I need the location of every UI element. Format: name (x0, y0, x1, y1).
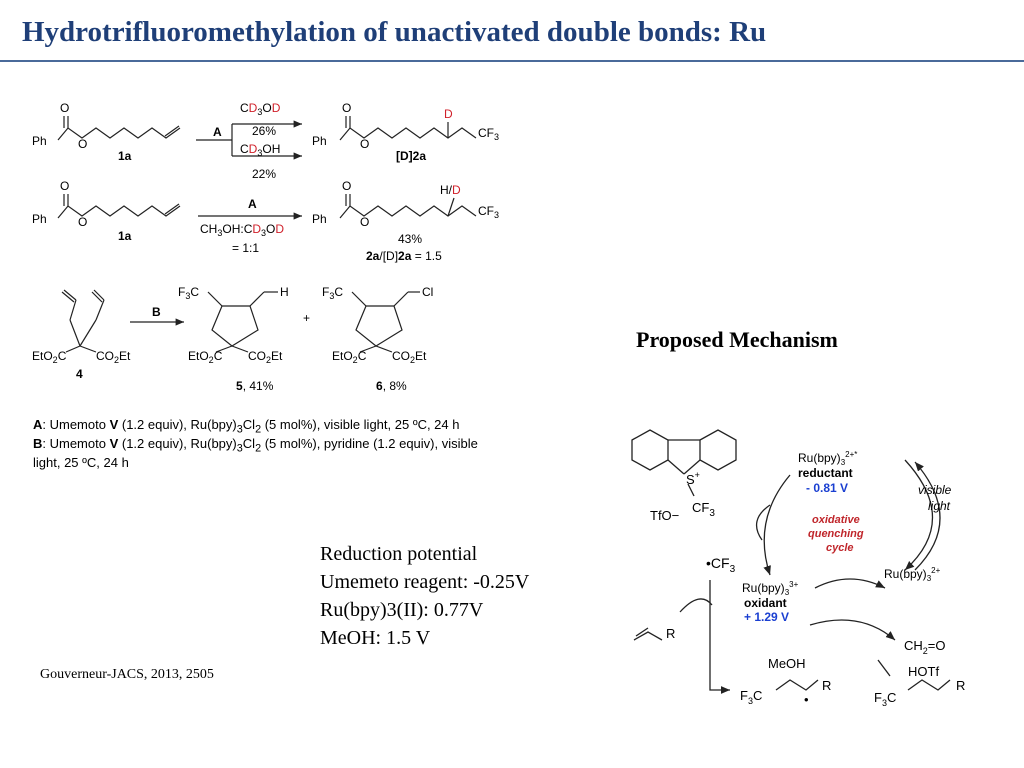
ru-iii-label: $Ru(bpy)_3^{3+}$ (742, 580, 799, 597)
reductant-label: reductant (798, 466, 853, 480)
row1-lower-solvent: $CD_3OH$ (240, 142, 281, 158)
r2-ph: Ph (32, 212, 47, 226)
p6-cf3: $F_3C$ (322, 285, 344, 301)
visible-label: visible (918, 483, 952, 497)
final-product-cf3: $F_3C$ (874, 690, 897, 708)
condition-a: A: Umemoto V (1.2 equiv), $Ru(bpy)_3Cl_2$ (5 mol%), visible light, 25 ºC, 24 h (33, 417, 460, 436)
p1-carbonyl-o: O (342, 101, 352, 115)
radical-product-cf3: $F_3C$ (740, 688, 763, 706)
hd-label: H/D (440, 183, 461, 197)
p1-ester-o: O (360, 137, 370, 151)
row1-upper-yield: 26% (252, 124, 277, 138)
cycle-label-3: cycle (826, 542, 854, 554)
r3-ester-right: $CO_2Et$ (96, 349, 131, 365)
p6-ester-right: $CO_2Et$ (392, 349, 427, 365)
oxidant-potential: + 1.29 V (744, 610, 790, 624)
row1-reactant-label: 1a (118, 149, 132, 163)
tfo-label: TfO− (650, 508, 680, 523)
reductant-potential: - 0.81 V (806, 481, 849, 495)
ru-ii-label: $Ru(bpy)_3^{2+}$ (884, 566, 941, 583)
final-product-r: R (956, 678, 966, 693)
p2-ph: Ph (312, 212, 327, 226)
cf3-label: $CF_3$ (478, 126, 500, 142)
condition-b-cont: light, 25 ºC, 24 h (33, 455, 129, 470)
reduction-potential-block (320, 540, 529, 652)
ru-excited-label: $Ru(bpy)_3^{2+*}$ (798, 450, 858, 467)
row2-reactant-label: 1a (118, 229, 132, 243)
p6-ester-left: EtO$_2$C (332, 349, 367, 365)
deuterium-label: D (444, 107, 453, 121)
r2-ester-o: O (78, 215, 88, 229)
row1-lower-yield: 22% (252, 167, 277, 181)
condition-b: B: Umemoto V (1.2 equiv), $Ru(bpy)_3Cl_2$ (5 mol%), pyridine (1.2 equiv), visible (33, 436, 478, 455)
product5-label: 5, 41% (236, 379, 274, 393)
p5-ester-left: EtO$_2$C (188, 349, 223, 365)
carbonyl-o: O (60, 101, 70, 115)
light-label: light (928, 499, 951, 513)
row1-product-label: [D]2a (396, 149, 427, 163)
p5-cf3: $F_3C$ (178, 285, 200, 301)
row2-solvent: $CH_3OH:CD_3OD$ (200, 222, 285, 238)
product6-label: 6, 8% (376, 379, 407, 393)
reduction-potential-line: Umemeto reagent: -0.25V (320, 571, 530, 593)
r3-ester-left: EtO$_2$C (32, 349, 67, 365)
row3-reactant-label: 4 (76, 367, 83, 381)
p5-ester-right: $CO_2Et$ (248, 349, 283, 365)
ester-o: O (78, 137, 88, 151)
plus-sign: + (303, 311, 311, 325)
r2-carbonyl-o: O (60, 179, 70, 193)
meoh-label: MeOH (768, 656, 806, 671)
p6-cl: Cl (422, 285, 434, 299)
mechanism-title: Proposed Mechanism (636, 327, 838, 352)
sulfur-label: S+ (686, 470, 700, 487)
slide-title: Hydrotrifluoromethylation of unactivated double bonds: Ru (22, 16, 767, 48)
alkene-r-label: R (666, 626, 676, 641)
row2-arrow-label: A (248, 197, 257, 211)
citation: Gouverneur-JACS, 2013, 2505 (40, 667, 214, 682)
reduction-potential-line: MeOH: 1.5 V (320, 627, 431, 649)
row1-arrow-label: A (213, 125, 222, 139)
radical-dot: • (804, 692, 809, 707)
p5-h: H (280, 285, 289, 299)
reduction-potential-line: Ru(bpy)3(II): 0.77V (320, 599, 484, 621)
oxidant-label: oxidant (744, 596, 787, 610)
reduction-potential-heading: Reduction potential (320, 543, 478, 565)
p2-carbonyl-o: O (342, 179, 352, 193)
cf3-radical-label: $•CF_3$ (706, 555, 736, 575)
p1-ph: Ph (312, 134, 327, 148)
mechanism-diagram (620, 400, 1020, 720)
title-divider (0, 60, 1024, 62)
ch2o-label: $CH_2=O$ (904, 638, 946, 656)
reaction-scheme (0, 90, 540, 400)
cycle-label-2: quenching (808, 528, 864, 540)
cycle-label-1: oxidative (812, 514, 860, 526)
row1-upper-solvent: $CD_3OD$ (240, 101, 281, 117)
row3-arrow-label: B (152, 305, 161, 319)
p2-ester-o: O (360, 215, 370, 229)
p2-cf3: $CF_3$ (478, 204, 500, 220)
s-cf3-label: $CF_3$ (692, 500, 715, 519)
radical-product-r: R (822, 678, 832, 693)
hotf-label: HOTf (908, 664, 940, 679)
ph-label: Ph (32, 134, 47, 148)
row2-product-ratio: 2a/[D]2a = 1.5 (366, 249, 442, 263)
row2-yield: 43% (398, 232, 423, 246)
row2-ratio: = 1:1 (232, 241, 260, 255)
